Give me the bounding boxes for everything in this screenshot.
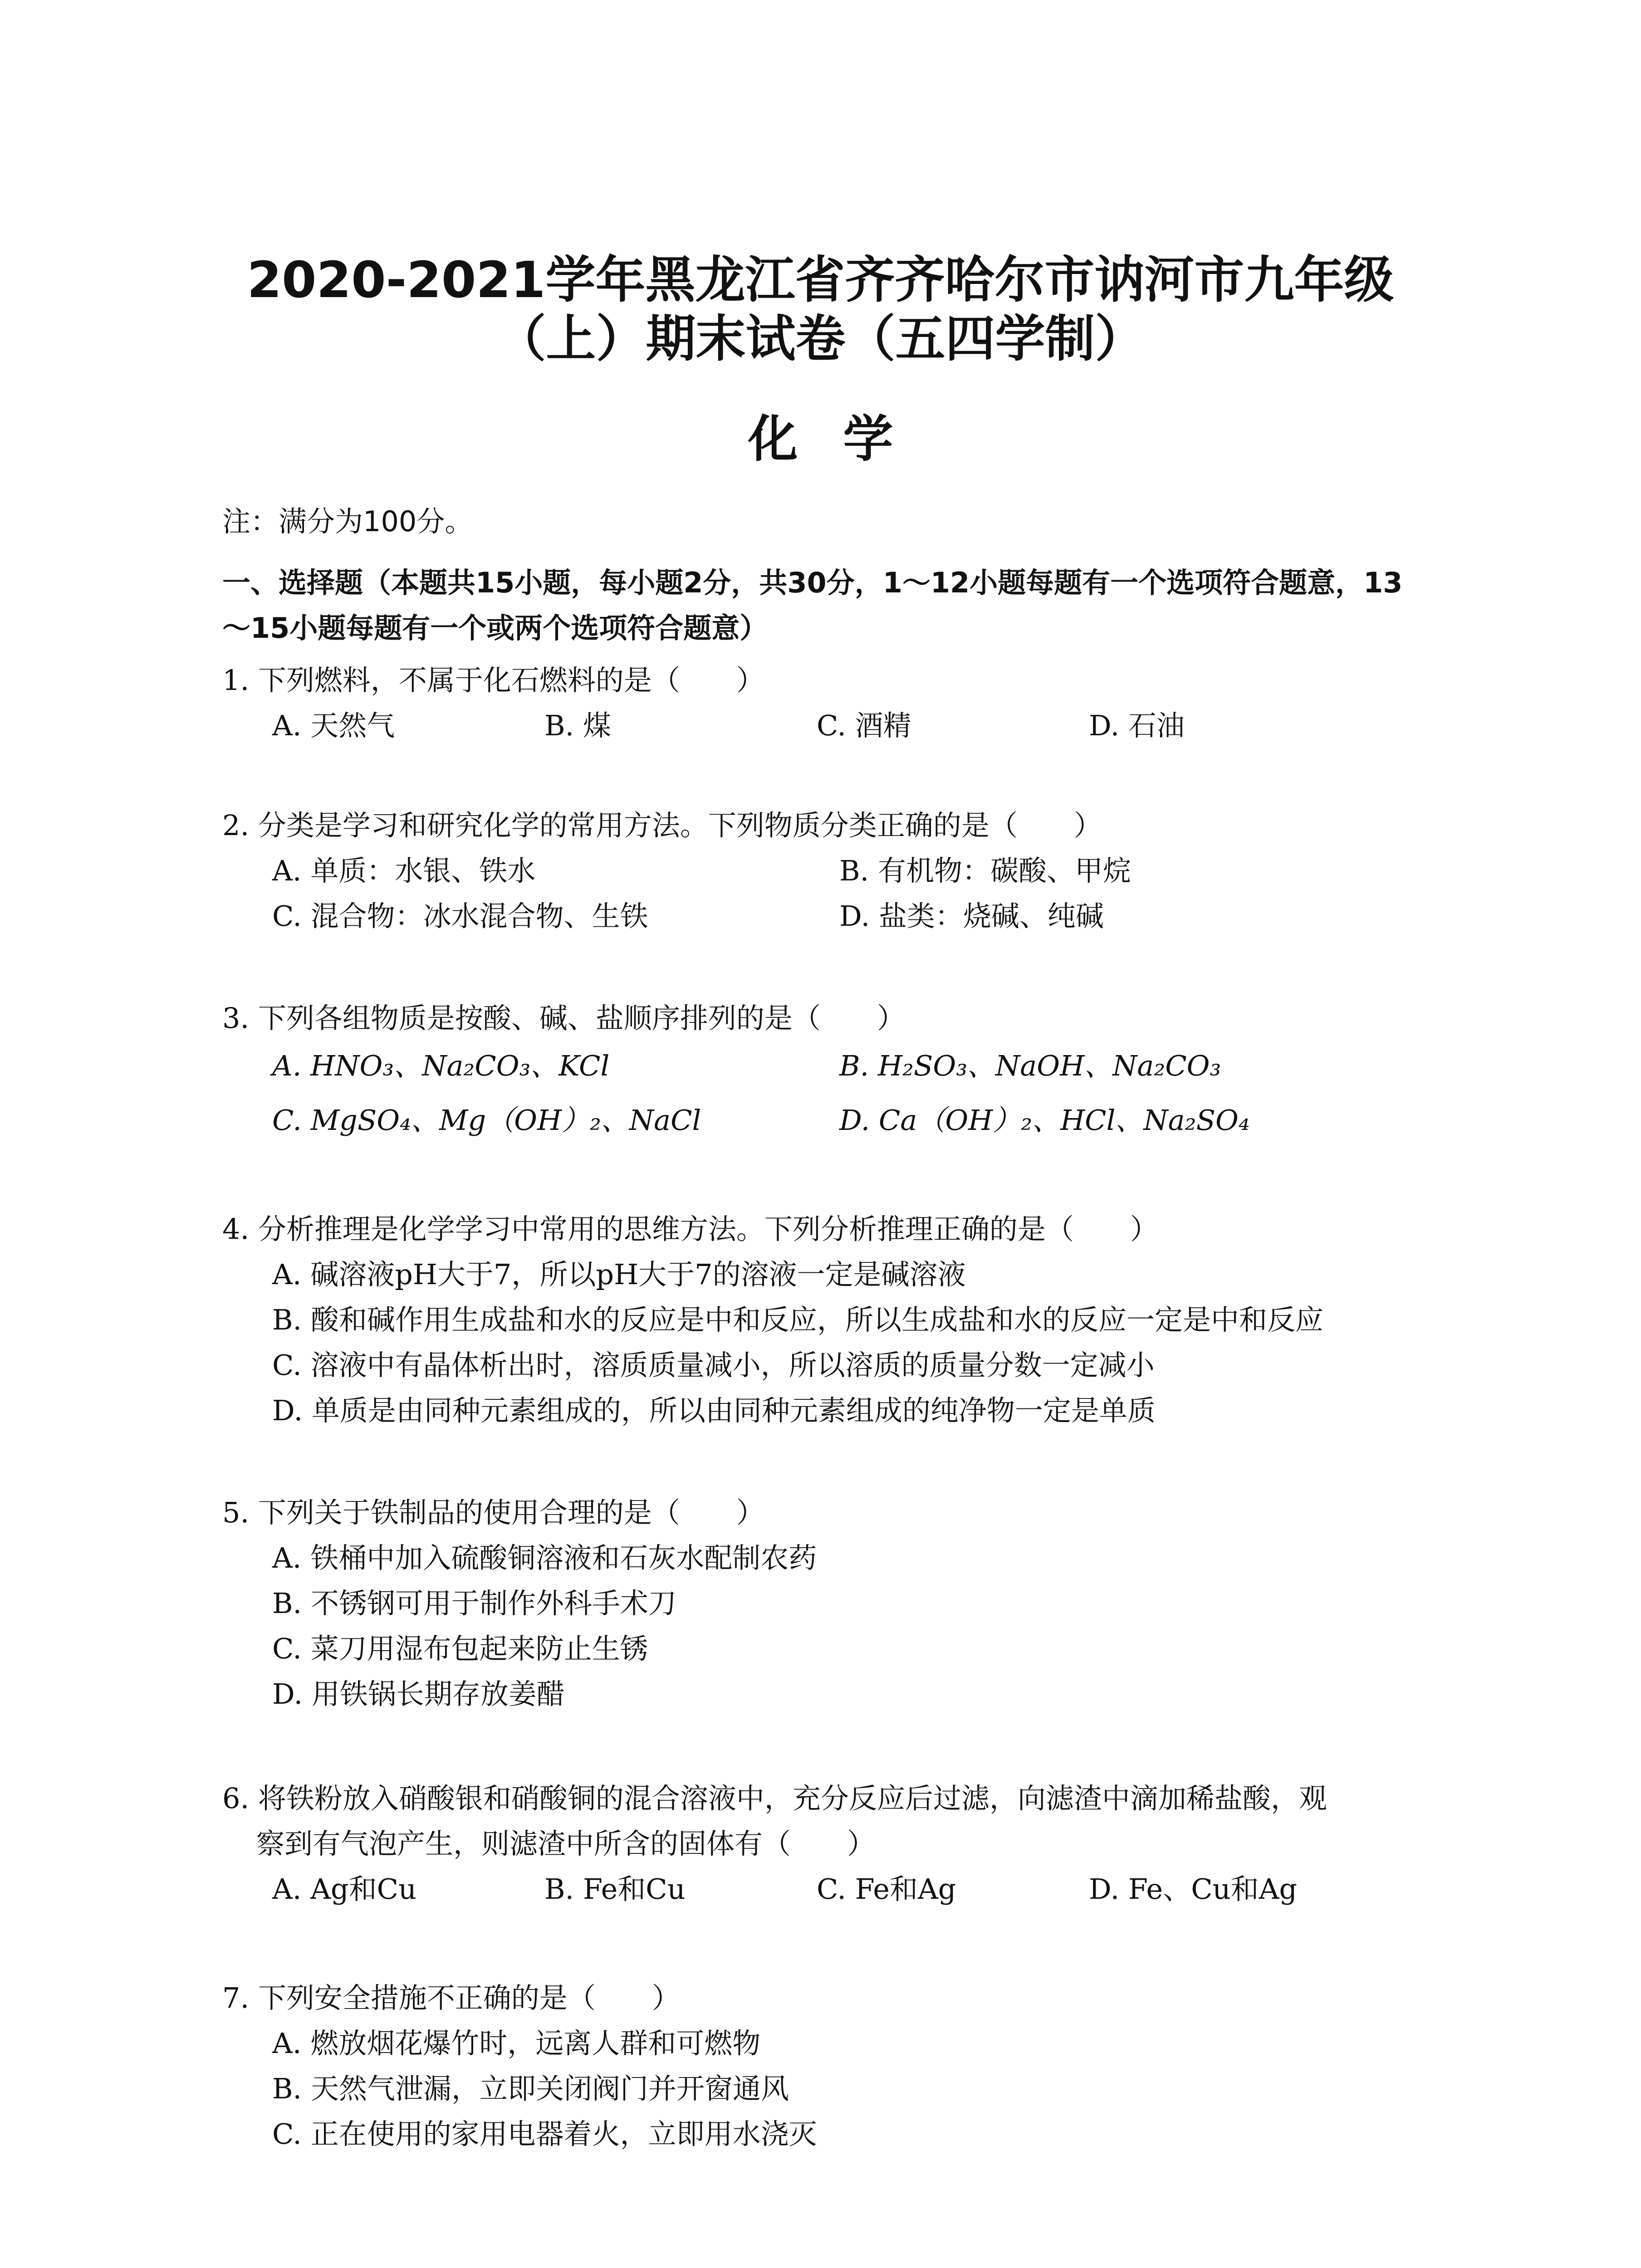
- option-b: B. 煤: [544, 709, 611, 742]
- option-b: B. 不锈钢可用于制作外科手术刀: [272, 1587, 676, 1620]
- option-a: A. 碱溶液pH大于7，所以pH大于7的溶液一定是碱溶液: [272, 1258, 966, 1291]
- option-c: C. Fe和Ag: [817, 1872, 956, 1906]
- option-c: C. 混合物：冰水混合物、生铁: [272, 899, 648, 933]
- question-stem: 4. 分析推理是化学学习中常用的思维方法。下列分析推理正确的是（ ）: [222, 1212, 1158, 1246]
- option-b: B. 酸和碱作用生成盐和水的反应是中和反应，所以生成盐和水的反应一定是中和反应: [272, 1303, 1323, 1336]
- option-c: C. MgSO₄、Mg（OH）₂、NaCl: [272, 1104, 701, 1137]
- question-stem-line-1: 6. 将铁粉放入硝酸银和硝酸铜的混合溶液中，充分反应后过滤，向滤渣中滴加稀盐酸，观: [222, 1782, 1327, 1815]
- question-stem: 3. 下列各组物质是按酸、碱、盐顺序排列的是（ ）: [222, 1002, 905, 1035]
- option-a: A. HNO₃、Na₂CO₃、KCl: [272, 1049, 610, 1082]
- question-stem-line-2: 察到有气泡产生，则滤渣中所含的固体有（ ）: [256, 1827, 876, 1860]
- option-b: B. Fe和Cu: [544, 1872, 686, 1906]
- option-c: C. 正在使用的家用电器着火，立即用水浇灭: [272, 2117, 817, 2151]
- subject-heading: 化学: [748, 410, 939, 468]
- section-heading-line-1: 一、选择题（本题共15小题，每小题2分，共30分，1～12小题每题有一个选项符合题意，13: [222, 566, 1403, 599]
- option-c: C. 溶液中有晶体析出时，溶质质量减小，所以溶质的质量分数一定减小: [272, 1349, 1155, 1382]
- question-stem: 1. 下列燃料，不属于化石燃料的是（ ）: [222, 664, 764, 697]
- option-a: A. Ag和Cu: [272, 1872, 417, 1906]
- option-c: C. 菜刀用湿布包起来防止生锈: [272, 1632, 648, 1665]
- question-stem: 5. 下列关于铁制品的使用合理的是（ ）: [222, 1496, 764, 1529]
- option-d: D. Fe、Cu和Ag: [1089, 1872, 1298, 1906]
- option-c: C. 酒精: [817, 709, 911, 742]
- option-b: B. H₂SO₃、NaOH、Na₂CO₃: [839, 1049, 1221, 1082]
- score-note: 注：满分为100分。: [222, 505, 473, 538]
- section-heading-line-2: ～15小题每题有一个或两个选项符合题意）: [222, 611, 768, 645]
- option-b: B. 天然气泄漏，立即关闭阀门并开窗通风: [272, 2072, 789, 2105]
- title-line-2: （上）期末试卷（五四学制）: [496, 310, 1145, 368]
- option-a: A. 单质：水银、铁水: [272, 854, 536, 887]
- option-d: D. 石油: [1089, 709, 1185, 742]
- option-d: D. 单质是由同种元素组成的，所以由同种元素组成的纯净物一定是单质: [272, 1394, 1156, 1427]
- title-line-1: 2020-2021学年黑龙江省齐齐哈尔市讷河市九年级: [247, 251, 1394, 309]
- option-d: D. Ca（OH）₂、HCl、Na₂SO₄: [839, 1104, 1250, 1137]
- option-a: A. 燃放烟花爆竹时，远离人群和可燃物: [272, 2027, 761, 2060]
- option-a: A. 铁桶中加入硫酸铜溶液和石灰水配制农药: [272, 1541, 817, 1574]
- question-stem: 7. 下列安全措施不正确的是（ ）: [222, 1981, 680, 2014]
- option-b: B. 有机物：碳酸、甲烷: [839, 854, 1131, 887]
- option-d: D. 用铁锅长期存放姜醋: [272, 1677, 565, 1711]
- question-stem: 2. 分类是学习和研究化学的常用方法。下列物质分类正确的是（ ）: [222, 809, 1102, 842]
- option-d: D. 盐类：烧碱、纯碱: [839, 899, 1104, 933]
- option-a: A. 天然气: [272, 709, 395, 742]
